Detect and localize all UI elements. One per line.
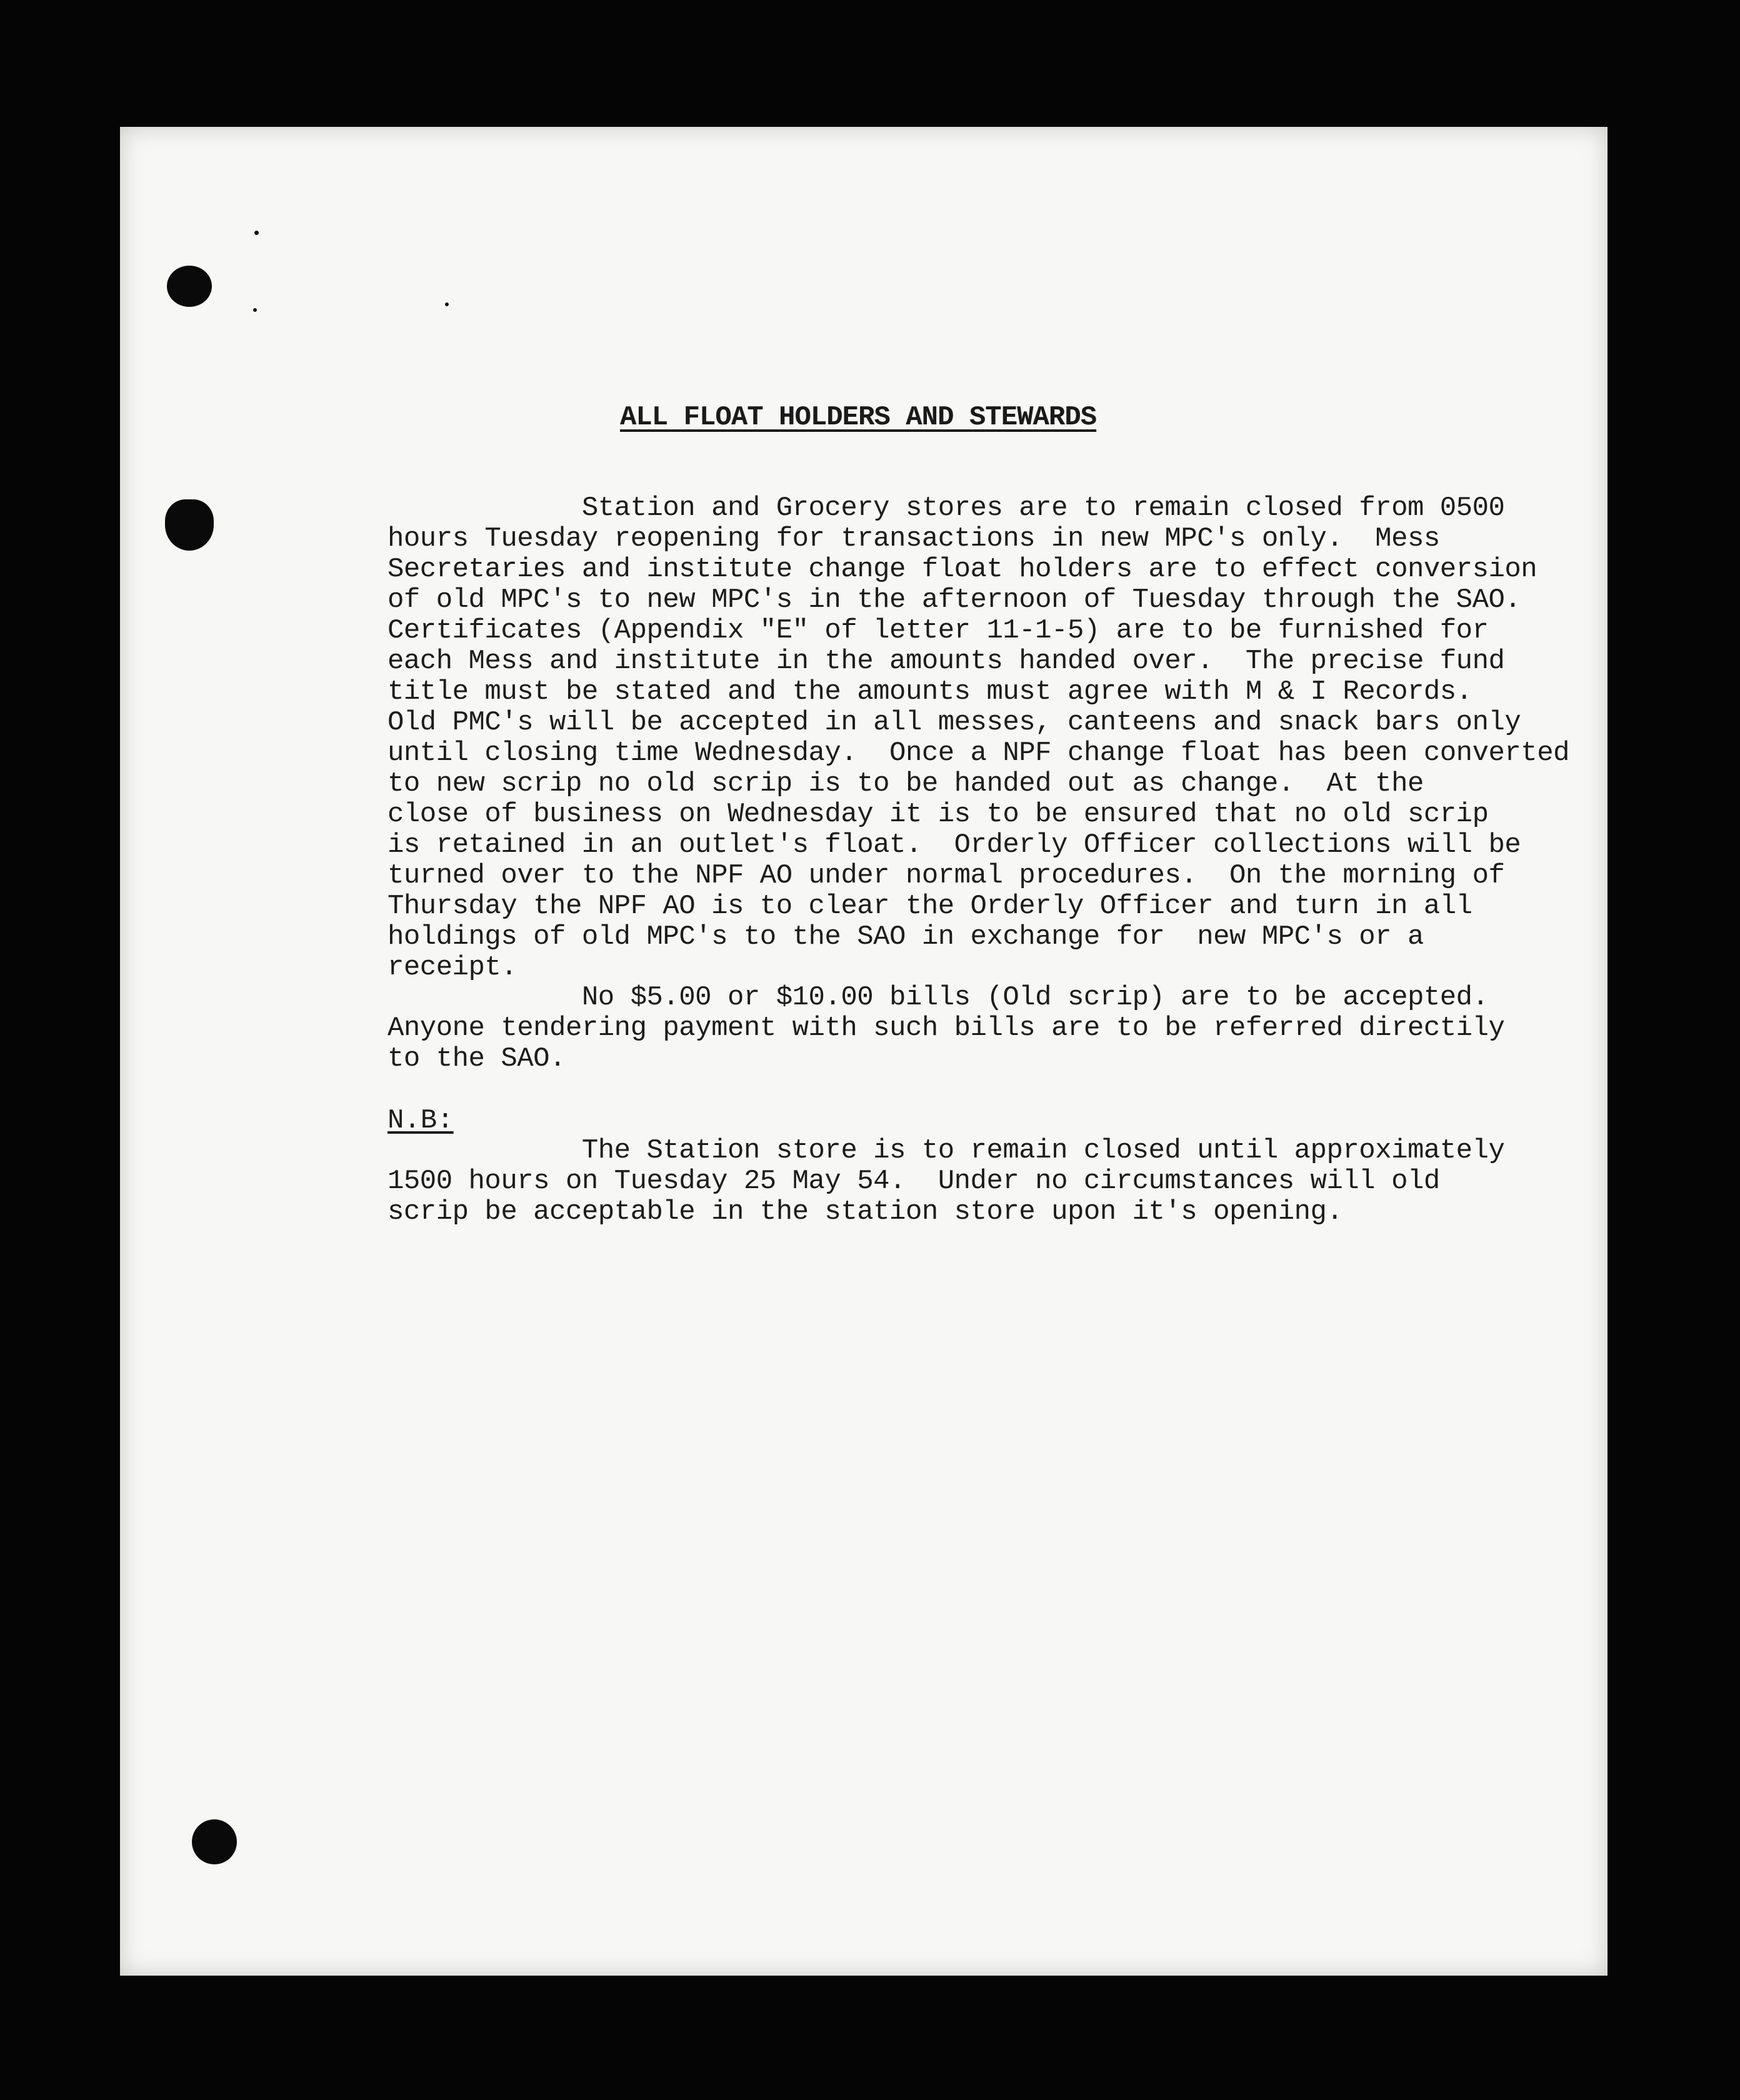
text-line: until closing time Wednesday. Once a NPF change float has been converted [388, 738, 1570, 769]
punch-hole-middle [165, 499, 214, 551]
text-line: hours Tuesday reopening for transactions in new MPC's only. Mess [388, 523, 1440, 554]
text-line: Station and Grocery stores are to remain closed from 0500 [388, 492, 1505, 524]
text-line: to new scrip no old scrip is to be handed out as change. At the [388, 768, 1424, 799]
text-line: The Station store is to remain closed until approximately [388, 1135, 1505, 1166]
dust-speck [254, 231, 259, 235]
text-line: Certificates (Appendix "E" of letter 11-1-5) are to be furnished for [388, 615, 1489, 646]
text-line: of old MPC's to new MPC's in the afternoon of Tuesday through the SAO. [388, 584, 1521, 616]
text-line: No $5.00 or $10.00 bills (Old scrip) are to be accepted. [388, 982, 1489, 1013]
document-page [120, 127, 1608, 1976]
text-line: close of business on Wednesday it is to be ensured that no old scrip [388, 799, 1489, 830]
punch-hole-bottom [192, 1819, 237, 1864]
punch-hole-top [167, 266, 212, 307]
text-line: to the SAO. [388, 1043, 566, 1074]
text-line: turned over to the NPF AO under normal procedures. On the morning of [388, 860, 1505, 891]
text-line: 1500 hours on Tuesday 25 May 54. Under no circumstances will old [388, 1166, 1440, 1197]
paragraph-station-store-note [388, 1136, 1504, 1228]
text-line: scrip be acceptable in the station store upon it's opening. [388, 1196, 1343, 1228]
text-line: receipt. [388, 952, 518, 983]
text-line: Secretaries and institute change float holders are to effect conversion [388, 554, 1538, 585]
nb-heading: N.B: [388, 1105, 454, 1136]
dust-speck [445, 302, 449, 306]
text-line: Anyone tendering payment with such bills are to be referred directily [388, 1012, 1505, 1044]
text-line: title must be stated and the amounts must agree with M & I Records. [388, 676, 1472, 708]
paragraph-conversion-instructions [388, 493, 1569, 983]
paragraph-bills-not-accepted [388, 982, 1504, 1074]
dust-speck [253, 308, 257, 312]
text-line: each Mess and institute in the amounts handed over. The precise fund [388, 646, 1505, 677]
text-line: Thursday the NPF AO is to clear the Orderly Officer and turn in all [388, 891, 1472, 922]
text-line: is retained in an outlet's float. Orderly Officer collections will be [388, 829, 1521, 861]
text-line: holdings of old MPC's to the SAO in exchange for new MPC's or a [388, 921, 1424, 952]
text-line: Old PMC's will be accepted in all messes, canteens and snack bars only [388, 707, 1521, 738]
page-title: ALL FLOAT HOLDERS AND STEWARDS [620, 402, 1097, 433]
